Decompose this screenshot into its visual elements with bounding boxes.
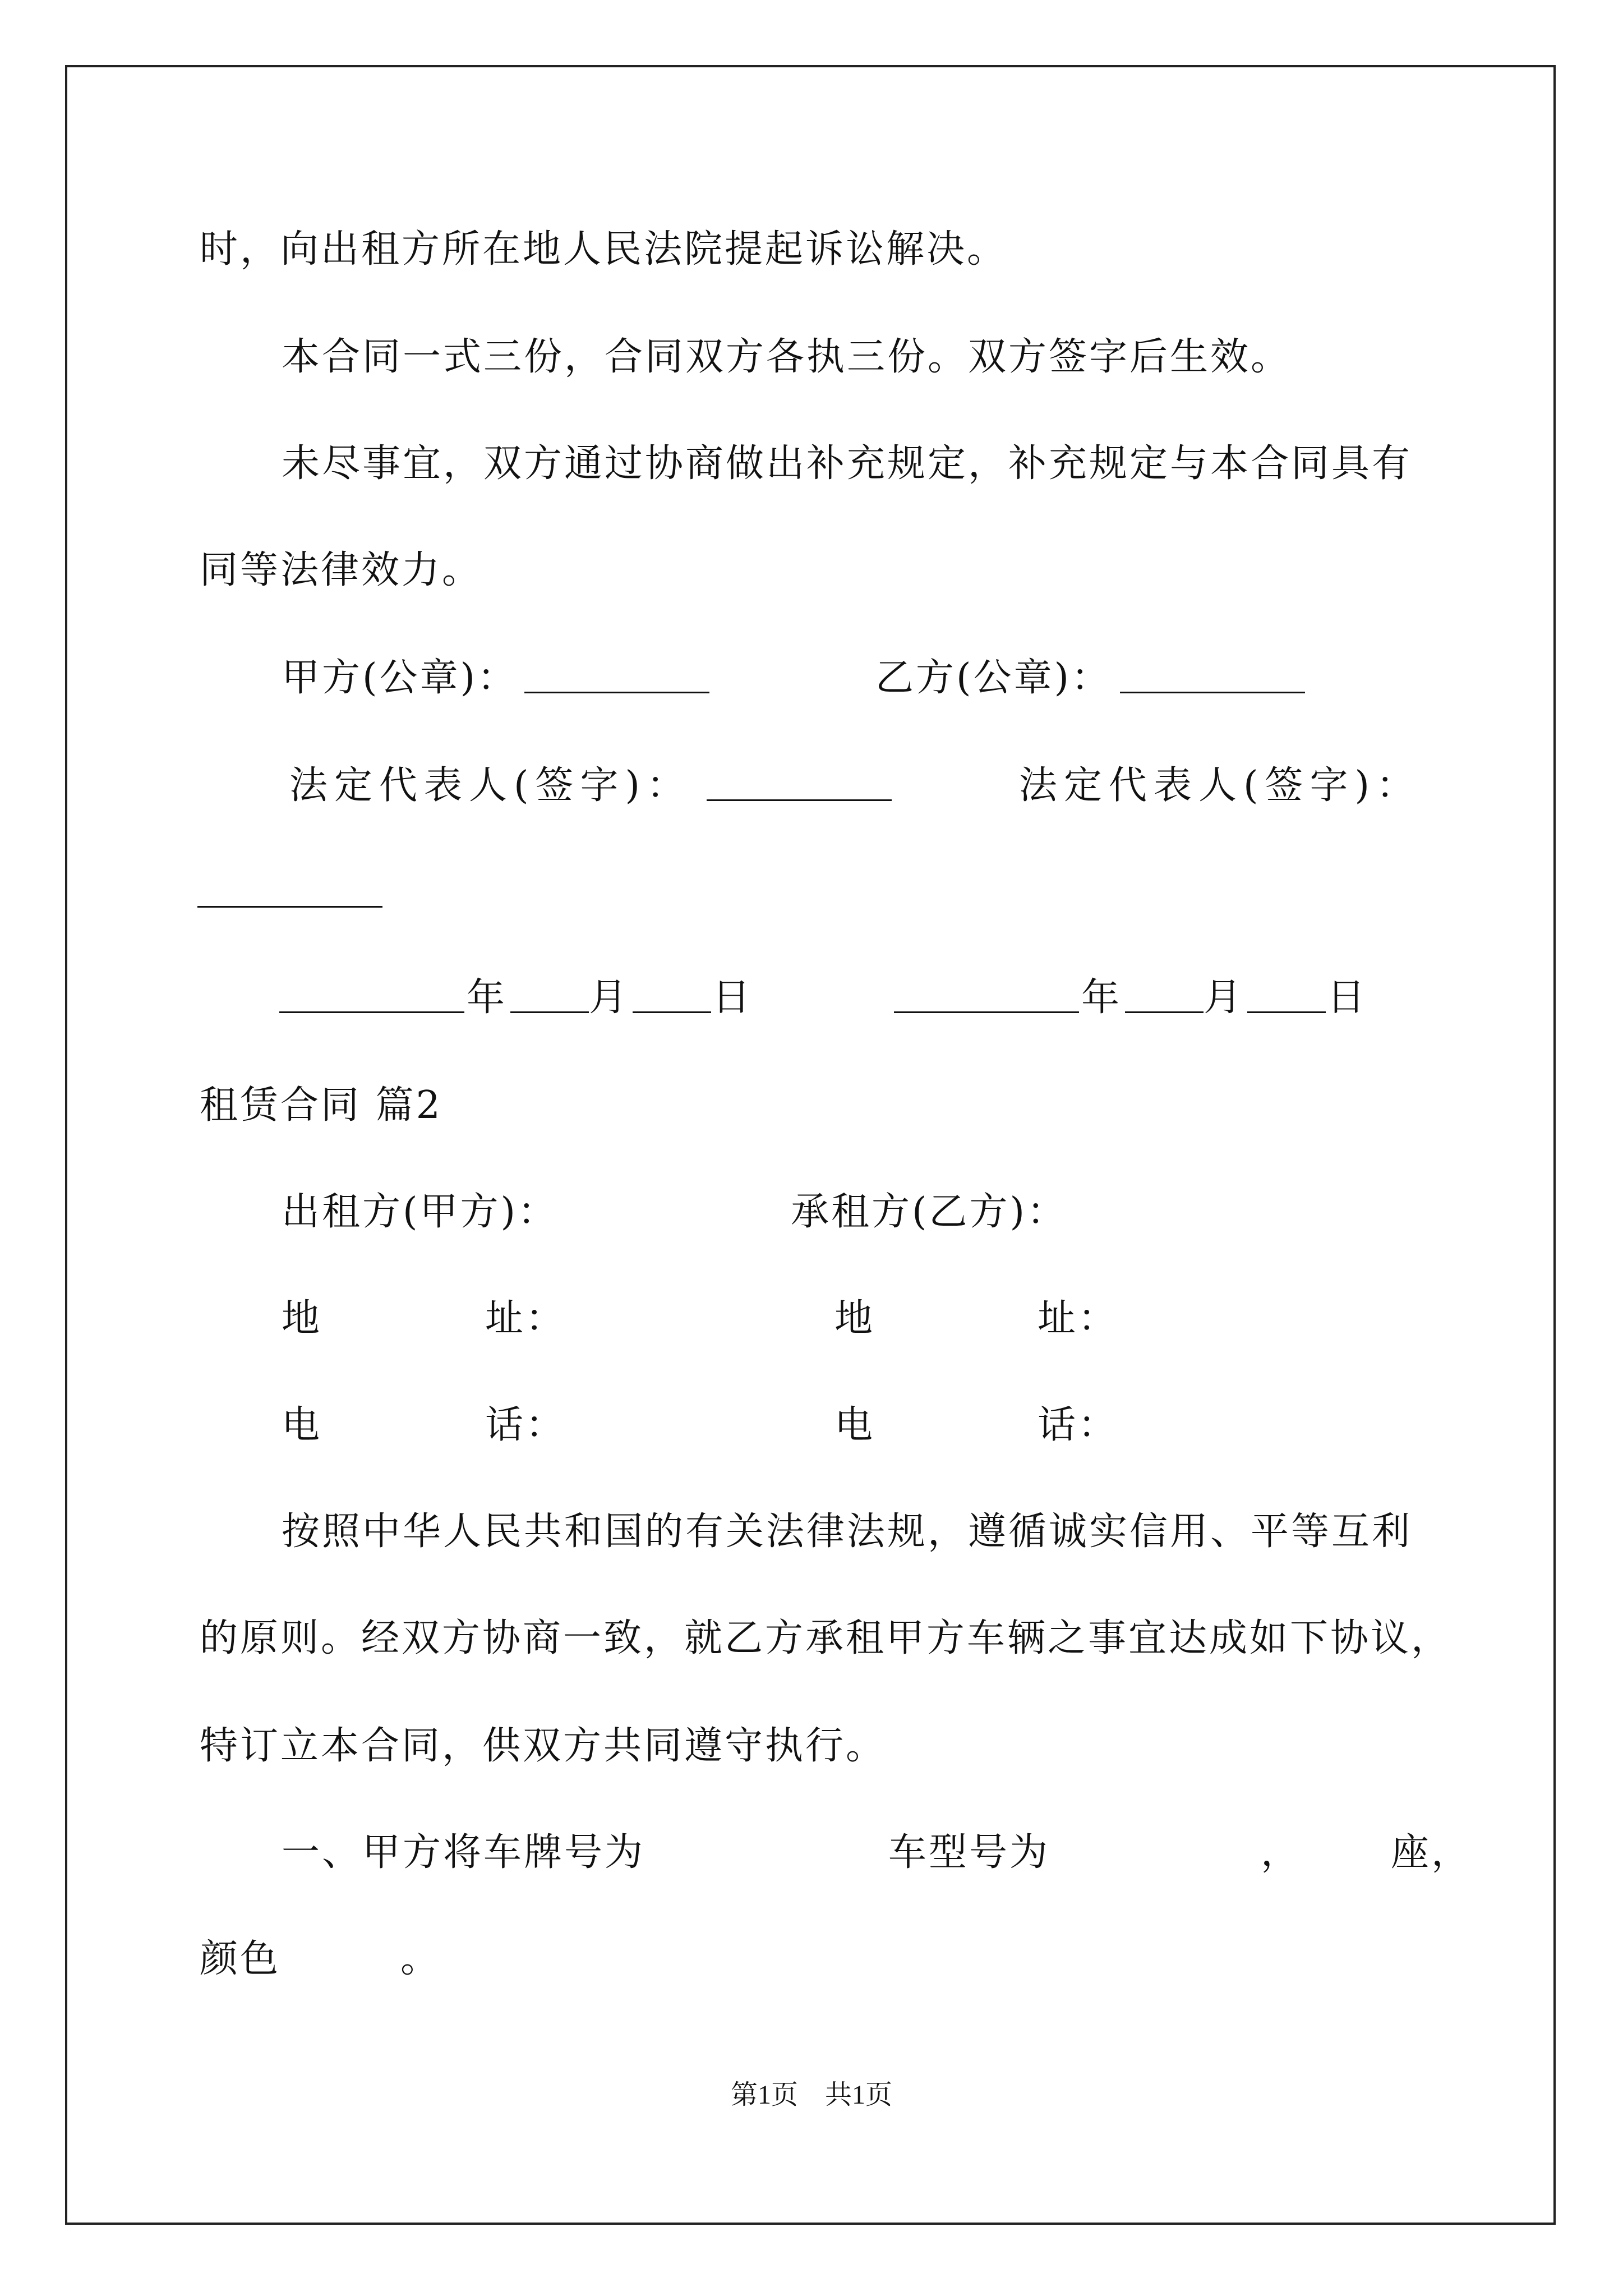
date-a-month-blank: [510, 977, 589, 1013]
clause1-color-label: 颜色: [200, 1937, 281, 1981]
address-a-char1: 地: [282, 1296, 322, 1341]
paragraph-line: 特订立本合同，供双方共同遵守执行。: [200, 1724, 887, 1768]
clause1-period: 。: [400, 1937, 441, 1981]
party-b-rep-label: 法定代表人(签字)：: [1019, 763, 1422, 808]
clause1-seats-label: 座，: [1391, 1830, 1472, 1875]
page-number: 第1页 共1页: [730, 2080, 892, 2110]
party-b-seal-label: 乙方(公章)：: [875, 656, 1112, 700]
phone-a-char2: 话：: [485, 1403, 566, 1447]
address-b-char1: 地: [834, 1296, 875, 1341]
clause1-model-label: 车型号为: [888, 1830, 1050, 1875]
address-a-char2: 址：: [485, 1296, 566, 1341]
date-b-day-blank: [1247, 977, 1326, 1013]
date-b-year-blank: [894, 977, 1079, 1013]
date-b-month-label: 月: [1204, 976, 1244, 1020]
party-a-seal-label: 甲方(公章)：: [282, 656, 518, 700]
paragraph-line: 未尽事宜，双方通过协商做出补充规定，补充规定与本合同具有: [282, 441, 1413, 486]
lessee-label: 承租方(乙方)：: [791, 1190, 1068, 1234]
party-a-rep-label: 法定代表人(签字)：: [289, 763, 692, 808]
paragraph-line: 同等法律效力。: [200, 548, 483, 592]
date-a-day-blank: [633, 977, 711, 1013]
phone-a-char1: 电: [282, 1403, 322, 1447]
phone-b-char1: 电: [834, 1403, 875, 1447]
date-b-year-label: 年: [1081, 976, 1122, 1020]
lessor-label: 出租方(甲方)：: [282, 1190, 559, 1234]
page-border: [65, 65, 1556, 2225]
party-b-seal-blank: [1120, 657, 1305, 693]
date-a-year-label: 年: [467, 976, 508, 1020]
date-a-year-blank: [279, 977, 464, 1013]
paragraph-line: 的原则。经双方协商一致，就乙方承租甲方车辆之事宜达成如下协议，: [200, 1616, 1452, 1660]
address-b-char2: 址：: [1038, 1296, 1119, 1341]
clause1-comma: ，: [1261, 1830, 1302, 1875]
party-a-rep-blank: [707, 765, 892, 801]
party-b-rep-blank: [197, 871, 382, 908]
paragraph-line: 本合同一式三份，合同双方各执三份。双方签字后生效。: [282, 335, 1292, 379]
paragraph-line: 按照中华人民共和国的有关法律法规，遵循诚实信用、平等互利: [282, 1510, 1413, 1554]
date-a-month-label: 月: [589, 976, 630, 1020]
phone-b-char2: 话：: [1038, 1403, 1119, 1447]
section-title: 租赁合同 篇2: [200, 1083, 442, 1128]
paragraph-line: 时，向出租方所在地人民法院提起诉讼解决。: [200, 227, 1008, 272]
date-a-day-label: 日: [712, 976, 753, 1020]
date-b-day-label: 日: [1327, 976, 1368, 1020]
clause1-plate-label: 一、甲方将车牌号为: [282, 1830, 645, 1875]
date-b-month-blank: [1125, 977, 1204, 1013]
party-a-seal-blank: [524, 657, 709, 693]
